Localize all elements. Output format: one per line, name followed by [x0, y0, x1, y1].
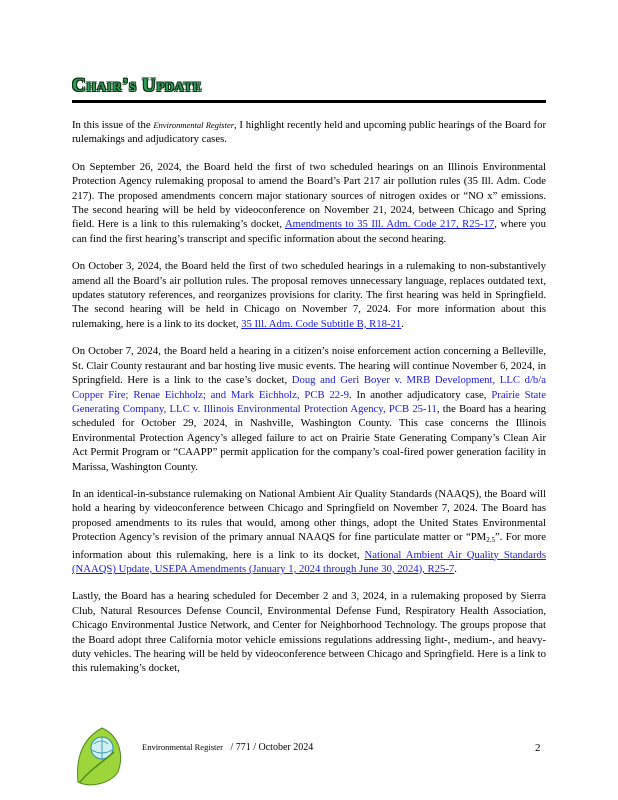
- paragraph-naaqs: In an identical-in-substance rulemaking on National Ambient Air Quality Standards (NAAQS), the Board will hold a hearing by videoconference between Chicago and Springfield on November 7, 2024. The Board has proposed amendments to its rules that would, among other things, adopt the United States Environmental Protection Agency’s revision of the primary annual NAAQS for fine particulate matter or “$PM_{2.5}$”. For more information about this rulemaking, here is a link to its docket, National Ambient Air Quality Standards (NAAQS) Update, USEPA Amendments (January 1, 2024 through June 30, 2024), R25-7.: [72, 487, 547, 575]
- docket-link-r18-21[interactable]: 35 Ill. Adm. Code Subtitle B, R18-21: [241, 317, 402, 330]
- paragraph-vehicle-emissions: Lastly, the Board has a hearing scheduled for December 2 and 3, 2024, in a rulemaking proposed by Sierra Club, Natural Resources Defense Council, Environmental Defense Fund, Respiratory Health Association, Chicago Environmental Justice Network, and Center for Neighborhood Technology. The groups propose that the Board adopt three California motor vehicle emissions regulations addressing light-, medium-, and heavy-duty vehicles. The hearing will be held by videoconference between Chicago and Springfield. Here is a link to this rulemaking’s docket,: [72, 590, 546, 675]
- footer-publication: Environmental Register: [142, 742, 223, 752]
- docket-link-pcb-25-11[interactable]: Prairie State Generating Company, LLC v. Illinois Environmental Protection Agency, PCB 25-11: [72, 388, 547, 415]
- footer-issue-info: [142, 742, 313, 753]
- footer-issue: / 771 / October 2024: [230, 742, 314, 753]
- page-number: 2: [535, 742, 541, 754]
- docket-link-r25-7[interactable]: National Ambient Air Quality Standards (NAAQS) Update, USEPA Amendments (January 1, 2024 through June 30, 2024), R25-7: [72, 548, 547, 575]
- docket-link-pcb-22-9[interactable]: Doug and Geri Boyer v. MRB Development, LLC d/b/a Copper Fire; Renae Eichholz; and Mark Eichholz, PCB 22-9: [72, 374, 546, 401]
- docket-link-r25-17[interactable]: Amendments to 35 Ill. Adm. Code 217, R25-17: [284, 218, 495, 231]
- paragraph-noise-enforcement: On October 7, 2024, the Board held a hearing in a citizen’s noise enforcement action concerning a Belleville, St. Clair County restaurant and bar hosting live music events. The hearing will continue November 6, 2024, in Springfield. Here is a link to the case’s docket, Doug and Geri Boyer v. MRB Development, LLC d/b/a Copper Fire; Renae Eichholz; and Mark Eichholz, PCB 22-9. In another adjudicatory case, Prairie State Generating Company, LLC v. Illinois Environmental Protection Agency, PCB 25-11, the Board has a hearing scheduled for October 29, 2024, in Nashville, Washington County. This case concerns the Illinois Environmental Protection Agency’s alleged failure to act on Prairie State Generating Company’s Clean Air Act Permit Program or “CAAPP” permit application for the company’s coal-fired power generation facility in Marissa, Washington County.: [72, 345, 547, 473]
- page-title: Chair’s Update: [72, 75, 202, 96]
- paragraph-part-217: On September 26, 2024, the Board held the first of two scheduled hearings on an Illinois Environmental Protection Agency rulemaking proposal to amend the Board’s Part 217 air pollution rules (35 Ill. Adm. Code 217). The proposed amendments concern major stationary sources of nitrogen oxides or “NO x” emissions. The second hearing will be held by videoconference on November 21, 2024, between Chicago and Spring field. Here is a link to this rulemaking’s docket, Amendments to 35 Ill. Adm. Code 217, R25-17, where you can find the first hearing’s transcript and specific information about the second hearing.: [72, 160, 546, 245]
- paragraph-subtitle-b: On October 3, 2024, the Board held the first of two scheduled hearings in a rulemaking to non-substantively amend all the Board’s air pollution rules. The proposal removes unnecessary language, replaces outdated text, updates statutory references, and reorganizes provisions for clarity. The first hearing was held in Springfield. The second hearing will be held in Chicago on November 7, 2024. For more information about this rulemaking, here is a link to its docket, 35 Ill. Adm. Code Subtitle B, R18-21.: [72, 260, 546, 330]
- page-footer: [0, 738, 618, 778]
- article-body: [72, 118, 546, 676]
- publication-name: Environmental Register: [153, 120, 235, 130]
- paragraph-intro: In this issue of the Environmental Register, I highlight recently held and upcoming public hearings of the Board for rulemakings and adjudicatory cases.: [72, 119, 547, 146]
- title-rule: [72, 100, 546, 103]
